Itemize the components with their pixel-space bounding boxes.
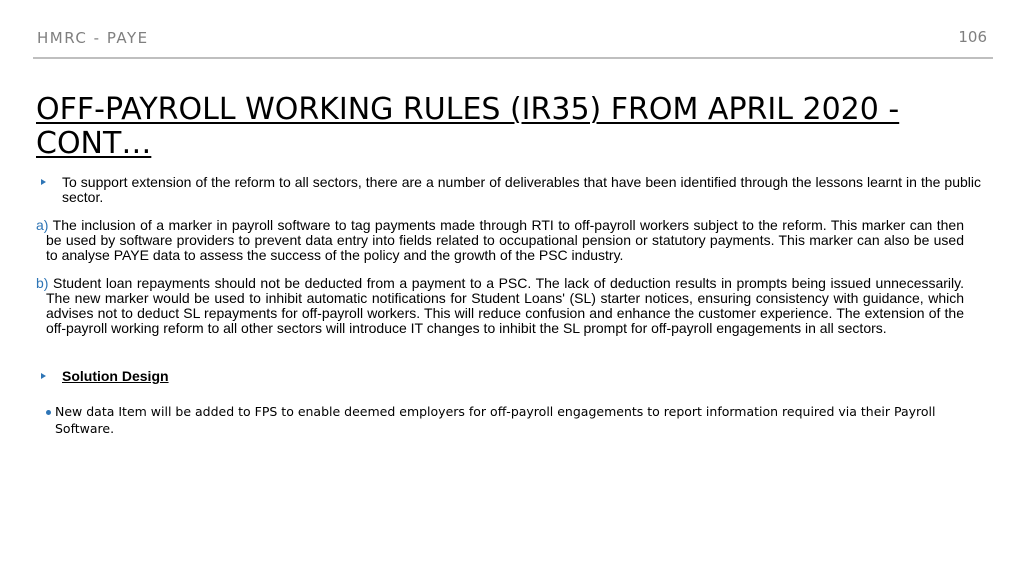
triangle-bullet-icon [41, 373, 46, 379]
solution-point [36, 403, 981, 437]
page-number: 106 [958, 28, 987, 46]
item-b-text: Student loan repayments should not be deducted from a payment to a PSC. The lack of deduction results in prompts being issued unnecessarily. The new marker would be used to inhibit automatic notifications for Student Loans' (SL) starter notices, ensuring consistency with guidance, which advises not to deduct SL repayments for off-payroll workers. This will reduce confusion and enhance the customer experience. The extension of the off-payroll working reform to all other sectors will introduce IT changes to inhibit the SL prompt for off-payroll engagements in all sectors. [46, 275, 964, 336]
item-a-text: The inclusion of a marker in payroll software to tag payments made through RTI to off-payroll workers subject to the reform. This marker can then be used by software providers to prevent data entry into fields related to occupational pension or statutory payments. This marker can also be used to analyse PAYE data to assess the success of the policy and the growth of the PSC industry. [46, 217, 964, 263]
triangle-bullet-icon [41, 179, 46, 185]
solution-design-bullet [36, 369, 981, 384]
item-b-marker: b) [36, 275, 49, 291]
header-label: HMRC - PAYE [37, 29, 149, 47]
slide-title: OFF-PAYROLL WORKING RULES (IR35) FROM APRIL 2020 - CONT… [36, 92, 900, 161]
item-a-marker: a) [36, 217, 49, 233]
slide-body [36, 175, 981, 437]
header-divider [33, 57, 993, 59]
intro-bullet-text: To support extension of the reform to all sectors, there are a number of deliverables that have been identified through the lessons learnt in the public sector. [62, 174, 981, 205]
item-a [36, 218, 981, 263]
intro-bullet [36, 175, 981, 205]
solution-design-heading: Solution Design [62, 368, 169, 384]
item-b [36, 276, 981, 336]
solution-point-text: New data Item will be added to FPS to enable deemed employers for off-payroll engagements to report information required via their Payroll Software. [55, 404, 936, 436]
dot-bullet-icon [46, 410, 51, 415]
